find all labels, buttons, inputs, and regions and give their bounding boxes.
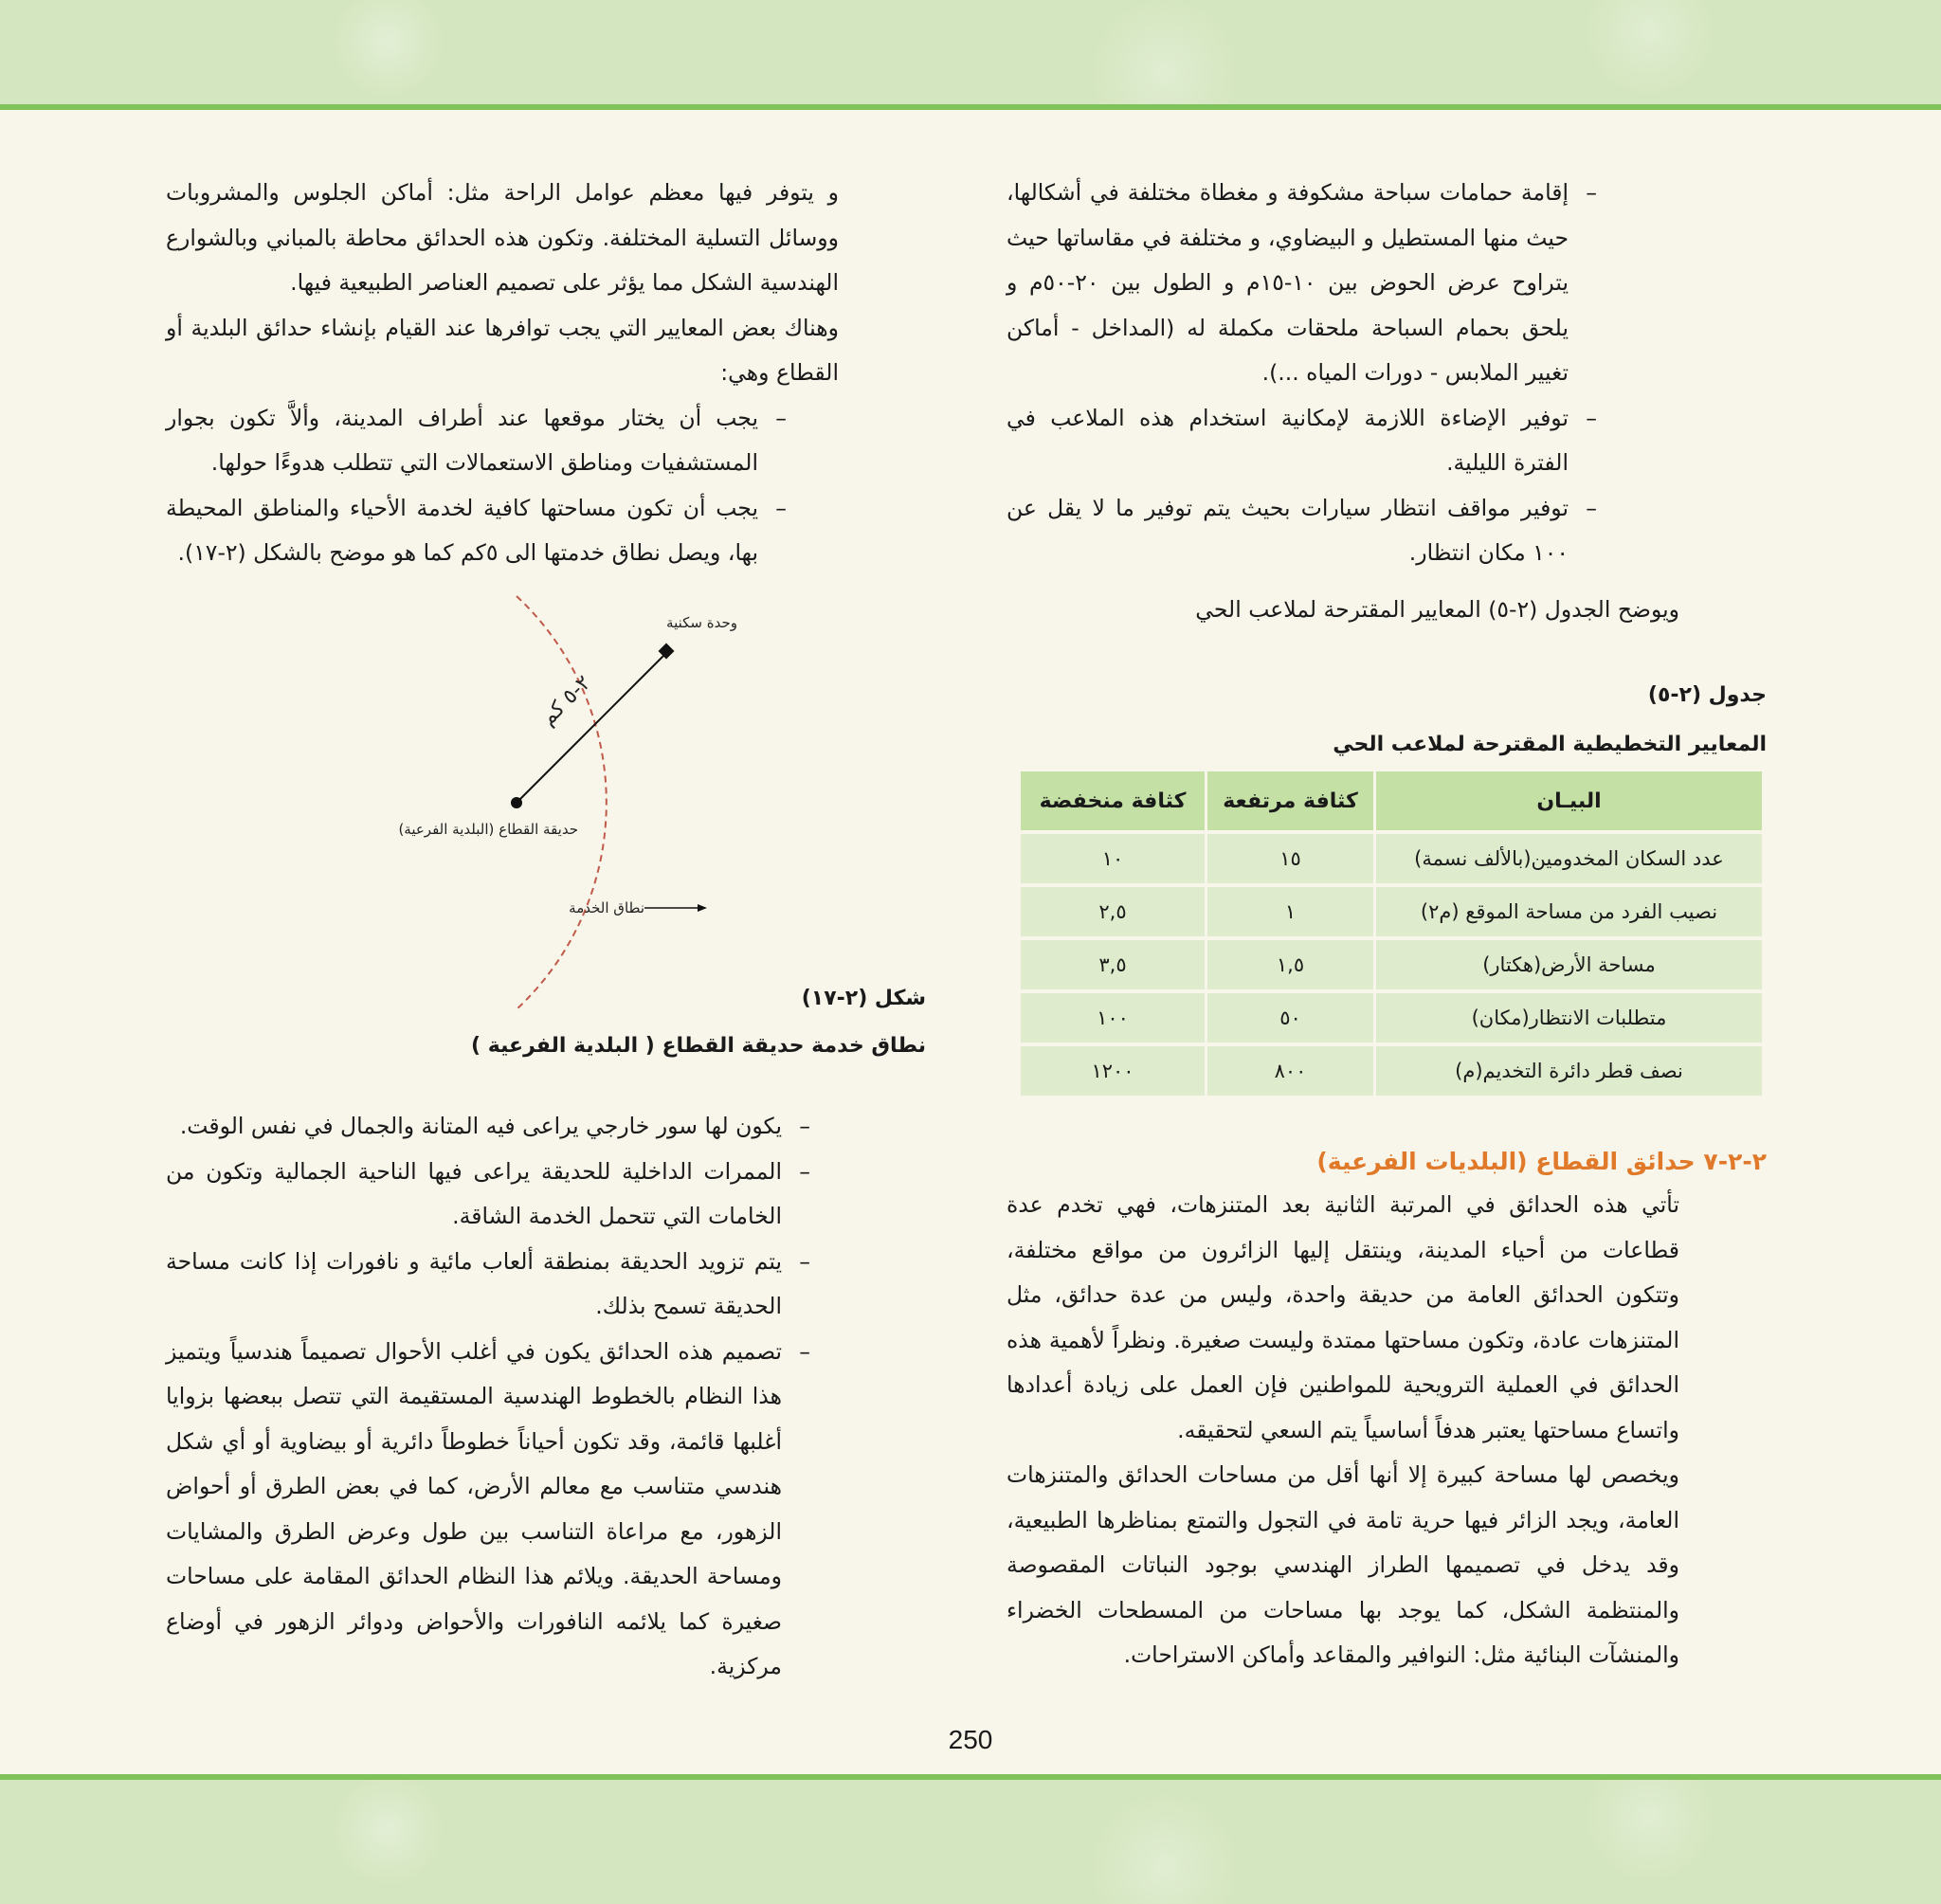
table-row: [1021, 1046, 1762, 1096]
paragraph: ويخصص لها مساحة كبيرة إلا أنها أقل من مساحات الحدائق والمتنزهات العامة، ويجد الزائر فيها حرية تامة في التجول والتمتع بمناظرها الطبيعية، وقد يدخل في تصميمها الطراز الهندسي بوجود النباتات المقصوصة والمنتظمة الشكل، كما يوجد بها مساحات من المسطحات الخضراء والمنشآت البنائية مثل: النوافير والمقاعد وأماكن الاستراحات.: [1007, 1461, 1679, 1668]
cell-description: نصف قطر دائرة التخديم(م): [1373, 1046, 1762, 1096]
bullet-item: – يكون لها سور خارجي يراعى فيه المتانة والجمال في نفس الوقت.: [166, 1104, 810, 1150]
cell-description: نصيب الفرد من مساحة الموقع (م٢): [1373, 887, 1762, 936]
figure-title: نطاق خدمة حديقة القطاع ( البلدية الفرعية ): [471, 1034, 926, 1058]
service-range-arc: [517, 596, 607, 1009]
page-number: 250: [948, 1725, 993, 1754]
cell-description: عدد السكان المخدومين(بالألف نسمة): [1373, 834, 1762, 883]
table-number: جدول (٢-٥): [1647, 683, 1767, 707]
cell-high: ١٥: [1205, 834, 1373, 883]
bullet-item: – يجب أن تكون مساحتها كافية لخدمة الأحياء والمناطق المحيطة بها، ويصل نطاق خدمتها الى ٥كم كما هو موضح بالشكل (٢-١٧).: [166, 486, 787, 576]
standards-table: [1021, 768, 1762, 1099]
table-row: [1021, 887, 1762, 936]
header-description: البيـان: [1373, 771, 1762, 830]
cell-low: ١٠: [1021, 834, 1205, 883]
cell-high: ٨٠٠: [1205, 1046, 1373, 1096]
cell-low: ٢,٥: [1021, 887, 1205, 936]
bullet-item: – تصميم هذه الحدائق يكون في أغلب الأحوال تصميماً هندسياً ويتميز هذا النظام بالخطوط الهندسية المستقيمة التي تتصل ببعضها بزوايا أغلبها قائمة، وقد تكون أحياناً خطوطاً دائرية أو بيضاوية أو أي شكل هندسي متناسب مع معالم الأرض، كما في بعض الطرق أو أحواض الزهور، مع مراعاة التناسب بين طول وعرض الطرق والمشايات ومساحة الحديقة. ويلائم هذا النظام الحدائق المقامة على مساحات صغيرة كما يلائمه النافورات والأحواض ودوائر الزهور في أوضاع مركزية.: [166, 1330, 810, 1690]
table-row: [1021, 993, 1762, 1043]
top-decorative-band: [0, 0, 1941, 110]
range-label: نطاق الخدمة: [569, 899, 644, 916]
bullet-item: – الممرات الداخلية للحديقة يراعى فيها الناحية الجمالية وتكون من الخامات التي تتحمل الخدمة الشاقة.: [166, 1150, 810, 1240]
paragraph: تأتي هذه الحدائق في المرتبة الثانية بعد المتنزهات، فهي تخدم عدة قطاعات من أحياء المدينة، وينتقل إليها الزائرون من مواقع مختلفة، وتتكون الحدائق العامة من حديقة واحدة، وليس من عدة حدائق، مثل المتنزهات عادة، وتكون مساحتها ممتدة وليست صغيرة. ونظراً لأهمية هذه الحدائق في العملية الترويحية للمواطنين فإن العمل على زيادة أعدادها واتساع مساحتها يعتبر هدفاً أساسياً يتم السعي لتحقيقه.: [1007, 1191, 1679, 1443]
right-column: [1007, 171, 1597, 576]
housing-unit-label: وحدة سكنية: [666, 614, 737, 631]
bullet-item: – يتم تزويد الحديقة بمنطقة ألعاب مائية و نافورات إذا كانت مساحة الحديقة تسمح بذلك.: [166, 1240, 810, 1330]
cell-description: مساحة الأرض(هكتار): [1373, 940, 1762, 989]
table-intro: ويوضح الجدول (٢-٥) المعايير المقترحة لملاعب الحي: [1195, 596, 1679, 623]
range-pointer-arrow: [698, 904, 707, 912]
cell-low: ٣,٥: [1021, 940, 1205, 989]
design-bullets: [166, 1104, 839, 1690]
cell-description: متطلبات الانتظار(مكان): [1373, 993, 1762, 1043]
figure-number: شكل (٢-١٧): [801, 987, 926, 1010]
cell-low: ١٢٠٠: [1021, 1046, 1205, 1096]
left-column-bottom: [166, 1104, 839, 1690]
cell-high: ١,٥: [1205, 940, 1373, 989]
table-row: [1021, 940, 1762, 989]
table-header-row: [1021, 771, 1762, 830]
bullet-item: – توفير مواقف انتظار سيارات بحيث يتم توفير ما لا يقل عن ١٠٠ مكان انتظار.: [1007, 486, 1597, 576]
bullet-item: – يجب أن يختار موقعها عند أطراف المدينة، وألاَّ تكون بجوار المستشفيات ومناطق الاستعمالات التي تتطلب هدوءًا حولها.: [166, 396, 787, 486]
sports-bullets: [1007, 171, 1597, 576]
service-range-diagram: [360, 588, 758, 1024]
cell-low: ١٠٠: [1021, 993, 1205, 1043]
paragraph: وهناك بعض المعايير التي يجب توافرها عند القيام بإنشاء حدائق البلدية أو القطاع وهي:: [166, 314, 839, 386]
bullet-item: – توفير الإضاءة اللازمة لإمكانية استخدام هذه الملاعب في الفترة الليلية.: [1007, 396, 1597, 486]
cell-high: ٥٠: [1205, 993, 1373, 1043]
section-heading: ٢-٢-٧ حدائق القطاع (البلديات الفرعية): [1316, 1148, 1767, 1175]
housing-unit-marker: [659, 644, 675, 660]
cell-high: ١: [1205, 887, 1373, 936]
header-low-density: كثافة منخفضة: [1021, 771, 1205, 830]
bottom-decorative-band: [0, 1774, 1941, 1904]
table-row: [1021, 834, 1762, 883]
table-title: المعايير التخطيطية المقترحة لملاعب الحي: [1333, 733, 1767, 756]
radius-label: ٢-٥ كم: [536, 671, 596, 731]
radius-line: [517, 652, 667, 803]
header-high-density: كثافة مرتفعة: [1205, 771, 1373, 830]
criteria-bullets: [166, 396, 839, 576]
left-column-top: [166, 171, 839, 576]
paragraph: و يتوفر فيها معظم عوامل الراحة مثل: أماكن الجلوس والمشروبات ووسائل التسلية المختلفة. وتكون هذه الحدائق محاطة بالمباني وبالشوارع الهندسية الشكل مما يؤثر على تصميم العناصر الطبيعية فيها.: [166, 179, 839, 296]
section-body: [1007, 1183, 1679, 1678]
bullet-item: – إقامة حمامات سباحة مشكوفة و مغطاة مختلفة في أشكالها، حيث منها المستطيل و البيضاوي، و مختلفة في مقاساتها حيث يتراوح عرض الحوض بين ١٠-١٥م و الطول بين ٢٠-٥٠م و يلحق بحمام السباحة ملحقات مكملة له (المداخل - أماكن تغيير الملابس - دورات المياه ...).: [1007, 171, 1597, 396]
district-garden-point: [511, 797, 522, 808]
center-label: حديقة القطاع (البلدية الفرعية): [398, 821, 578, 838]
